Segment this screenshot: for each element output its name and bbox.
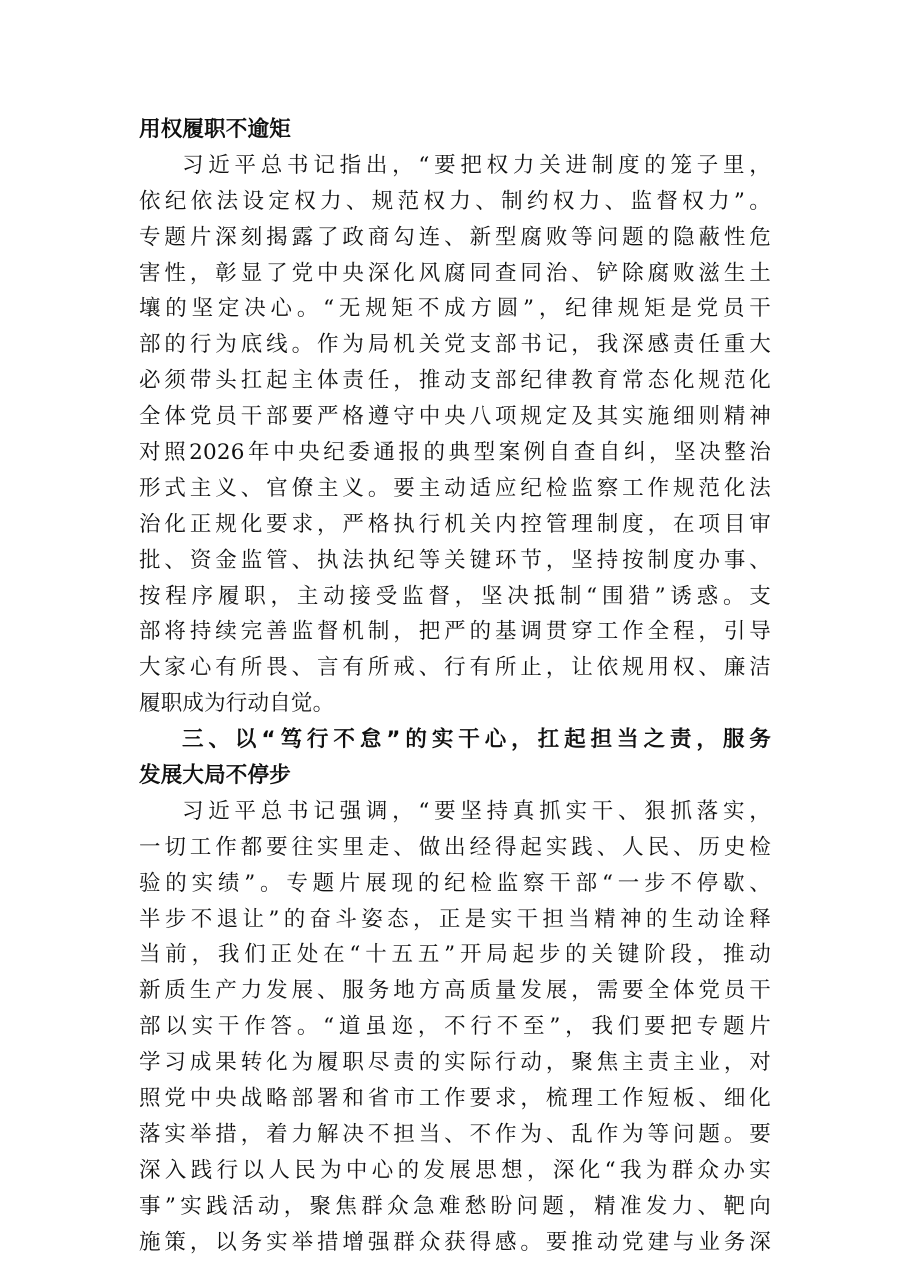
paragraph-line: 履职成为行动自觉。 <box>139 691 335 717</box>
paragraph-line: 习近平总书记强调，“要坚持真抓实干、狠抓落实， <box>182 798 771 824</box>
section-heading-continuation: 用权履职不逾矩 <box>139 117 291 142</box>
paragraph-line: 必须带头扛起主体责任，推动支部纪律教育常态化规范化 <box>139 368 771 394</box>
paragraph-line: 施策，以务实举措增强群众获得感。要推动党建与业务深 <box>139 1229 771 1255</box>
paragraph-line: 当前，我们正处在“十五五”开局起步的关键阶段，推动 <box>139 942 771 968</box>
paragraph-line: 事”实践活动，聚焦群众急难愁盼问题，精准发力、靶向 <box>139 1193 771 1219</box>
paragraph-line: 形式主义、官僚主义。要主动适应纪检监察工作规范化法 <box>139 475 771 501</box>
paragraph-line: 批、资金监管、执法执纪等关键环节，坚持按制度办事、 <box>139 547 771 573</box>
paragraph-line: 验的实绩”。专题片展现的纪检监察干部“一步不停歇、 <box>139 870 771 896</box>
paragraph-line: 对照2026年中央纪委通报的典型案例自查自纠，坚决整治 <box>139 440 771 466</box>
section-heading-line: 三、以“笃行不怠”的实干心，扛起担当之责，服务 <box>182 727 771 753</box>
paragraph-line: 一切工作都要往实里走、做出经得起实践、人民、历史检 <box>139 834 771 860</box>
section-heading-line: 发展大局不停步 <box>139 763 291 789</box>
paragraph-line: 部的行为底线。作为局机关党支部书记，我深感责任重大 <box>139 332 771 358</box>
paragraph-line: 深入践行以人民为中心的发展思想，深化“我为群众办实 <box>139 1157 771 1183</box>
paragraph-line: 半步不退让”的奋斗姿态，正是实干担当精神的生动诠释 <box>139 906 771 932</box>
paragraph-line: 学习成果转化为履职尽责的实际行动，聚焦主责主业，对 <box>139 1050 771 1076</box>
paragraph-discipline <box>139 148 771 722</box>
paragraph-line: 全体党员干部要严格遵守中央八项规定及其实施细则精神 <box>139 404 771 430</box>
paragraph-line: 新质生产力发展、服务地方高质量发展，需要全体党员干 <box>139 978 771 1004</box>
paragraph-line: 害性，彰显了党中央深化风腐同查同治、铲除腐败滋生土 <box>139 260 771 286</box>
paragraph-line: 落实举措，着力解决不担当、不作为、乱作为等问题。要 <box>139 1121 771 1147</box>
paragraph-line: 部以实干作答。“道虽迩，不行不至”，我们要把专题片 <box>139 1014 771 1040</box>
section-heading-three <box>139 722 771 794</box>
paragraph-line: 壤的坚定决心。“无规矩不成方圆”，纪律规矩是党员干 <box>139 296 771 322</box>
document-body <box>139 112 771 1261</box>
paragraph-line: 依纪依法设定权力、规范权力、制约权力、监督权力”。 <box>139 188 771 214</box>
paragraph-action <box>139 794 771 1261</box>
paragraph-line: 大家心有所畏、言有所戒、行有所止，让依规用权、廉洁 <box>139 655 771 681</box>
paragraph-line: 习近平总书记指出，“要把权力关进制度的笼子里， <box>182 152 771 178</box>
paragraph-line: 照党中央战略部署和省市工作要求，梳理工作短板、细化 <box>139 1086 771 1112</box>
paragraph-line: 治化正规化要求，严格执行机关内控管理制度，在项目审 <box>139 511 771 537</box>
paragraph-line: 按程序履职，主动接受监督，坚决抵制“围猎”诱惑。支 <box>139 583 771 609</box>
paragraph-line: 部将持续完善监督机制，把严的基调贯穿工作全程，引导 <box>139 619 771 645</box>
paragraph-line: 专题片深刻揭露了政商勾连、新型腐败等问题的隐蔽性危 <box>139 224 771 250</box>
